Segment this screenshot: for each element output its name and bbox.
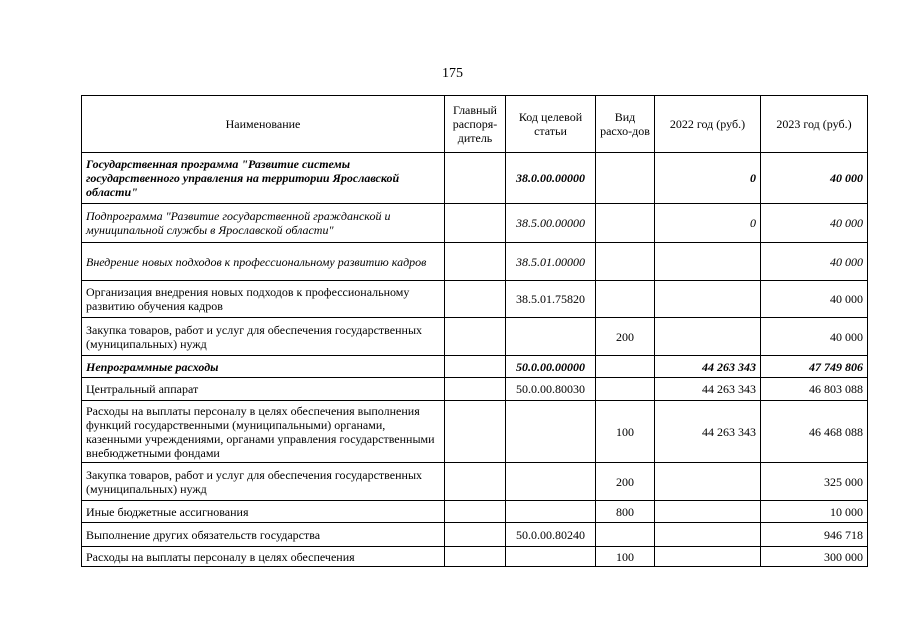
cell-type: 800 [596, 501, 655, 523]
cell-distributor [445, 153, 506, 204]
cell-distributor [445, 547, 506, 567]
header-type: Вид расхо-дов [596, 96, 655, 153]
cell-2023: 10 000 [761, 501, 868, 523]
table-row [82, 547, 868, 567]
cell-code: 50.0.00.80240 [506, 523, 596, 547]
cell-2023: 40 000 [761, 204, 868, 243]
cell-type [596, 243, 655, 281]
table-row [82, 281, 868, 318]
table-row [82, 356, 868, 378]
cell-2023: 40 000 [761, 243, 868, 281]
cell-name: Закупка товаров, работ и услуг для обеспечения государственных (муниципальных) нужд [82, 318, 445, 356]
table-row [82, 153, 868, 204]
budget-table [81, 95, 868, 567]
cell-2023: 40 000 [761, 153, 868, 204]
cell-name: Расходы на выплаты персоналу в целях обеспечения [82, 547, 445, 567]
cell-2023: 946 718 [761, 523, 868, 547]
cell-name: Подпрограмма "Развитие государственной гражданской и муниципальной службы в Ярославской области" [82, 204, 445, 243]
cell-distributor [445, 356, 506, 378]
cell-distributor [445, 401, 506, 463]
cell-name: Непрограммные расходы [82, 356, 445, 378]
cell-distributor [445, 463, 506, 501]
cell-2022: 44 263 343 [655, 356, 761, 378]
cell-type [596, 356, 655, 378]
cell-name: Центральный аппарат [82, 378, 445, 401]
header-2023: 2023 год (руб.) [761, 96, 868, 153]
table-row [82, 204, 868, 243]
cell-type: 100 [596, 401, 655, 463]
cell-2022 [655, 523, 761, 547]
cell-distributor [445, 281, 506, 318]
cell-distributor [445, 318, 506, 356]
cell-name: Расходы на выплаты персоналу в целях обеспечения выполнения функций государственными (муниципальными) органами, казенными учреждениями, органами управления государственными внебюджетными фондами [82, 401, 445, 463]
cell-distributor [445, 523, 506, 547]
cell-type: 200 [596, 463, 655, 501]
header-name: Наименование [82, 96, 445, 153]
cell-code: 38.0.00.00000 [506, 153, 596, 204]
table-row [82, 378, 868, 401]
cell-code [506, 547, 596, 567]
header-2022: 2022 год (руб.) [655, 96, 761, 153]
cell-name: Организация внедрения новых подходов к профессиональному развитию обучения кадров [82, 281, 445, 318]
cell-code [506, 501, 596, 523]
cell-type [596, 281, 655, 318]
cell-distributor [445, 243, 506, 281]
cell-2022 [655, 243, 761, 281]
cell-2023: 47 749 806 [761, 356, 868, 378]
cell-2023: 300 000 [761, 547, 868, 567]
cell-name: Государственная программа "Развитие системы государственного управления на территории Ярославской области" [82, 153, 445, 204]
cell-2023: 325 000 [761, 463, 868, 501]
cell-name: Иные бюджетные ассигнования [82, 501, 445, 523]
cell-2022 [655, 501, 761, 523]
table-row [82, 401, 868, 463]
cell-distributor [445, 204, 506, 243]
cell-name: Выполнение других обязательств государства [82, 523, 445, 547]
table-row [82, 523, 868, 547]
table-row [82, 243, 868, 281]
cell-2022: 44 263 343 [655, 378, 761, 401]
header-code: Код целевой статьи [506, 96, 596, 153]
cell-2022 [655, 463, 761, 501]
cell-2023: 46 468 088 [761, 401, 868, 463]
cell-distributor [445, 378, 506, 401]
cell-type [596, 378, 655, 401]
cell-code: 38.5.01.00000 [506, 243, 596, 281]
cell-2022: 0 [655, 204, 761, 243]
cell-code [506, 318, 596, 356]
cell-2022 [655, 547, 761, 567]
cell-2023: 40 000 [761, 318, 868, 356]
cell-name: Внедрение новых подходов к профессиональному развитию кадров [82, 243, 445, 281]
header-distributor: Главный распоря-дитель [445, 96, 506, 153]
table-row [82, 318, 868, 356]
cell-code: 50.0.00.00000 [506, 356, 596, 378]
cell-2022 [655, 318, 761, 356]
cell-2023: 46 803 088 [761, 378, 868, 401]
cell-code: 50.0.00.80030 [506, 378, 596, 401]
cell-type [596, 204, 655, 243]
cell-code: 38.5.01.75820 [506, 281, 596, 318]
table-row [82, 463, 868, 501]
cell-2022: 0 [655, 153, 761, 204]
cell-code: 38.5.00.00000 [506, 204, 596, 243]
cell-code [506, 463, 596, 501]
cell-code [506, 401, 596, 463]
cell-type [596, 153, 655, 204]
page-number: 175 [442, 66, 463, 81]
cell-2022: 44 263 343 [655, 401, 761, 463]
cell-name: Закупка товаров, работ и услуг для обеспечения государственных (муниципальных) нужд [82, 463, 445, 501]
cell-type: 100 [596, 547, 655, 567]
cell-type: 200 [596, 318, 655, 356]
cell-type [596, 523, 655, 547]
cell-distributor [445, 501, 506, 523]
table-row [82, 501, 868, 523]
cell-2022 [655, 281, 761, 318]
cell-2023: 40 000 [761, 281, 868, 318]
table-header-row [82, 96, 868, 153]
